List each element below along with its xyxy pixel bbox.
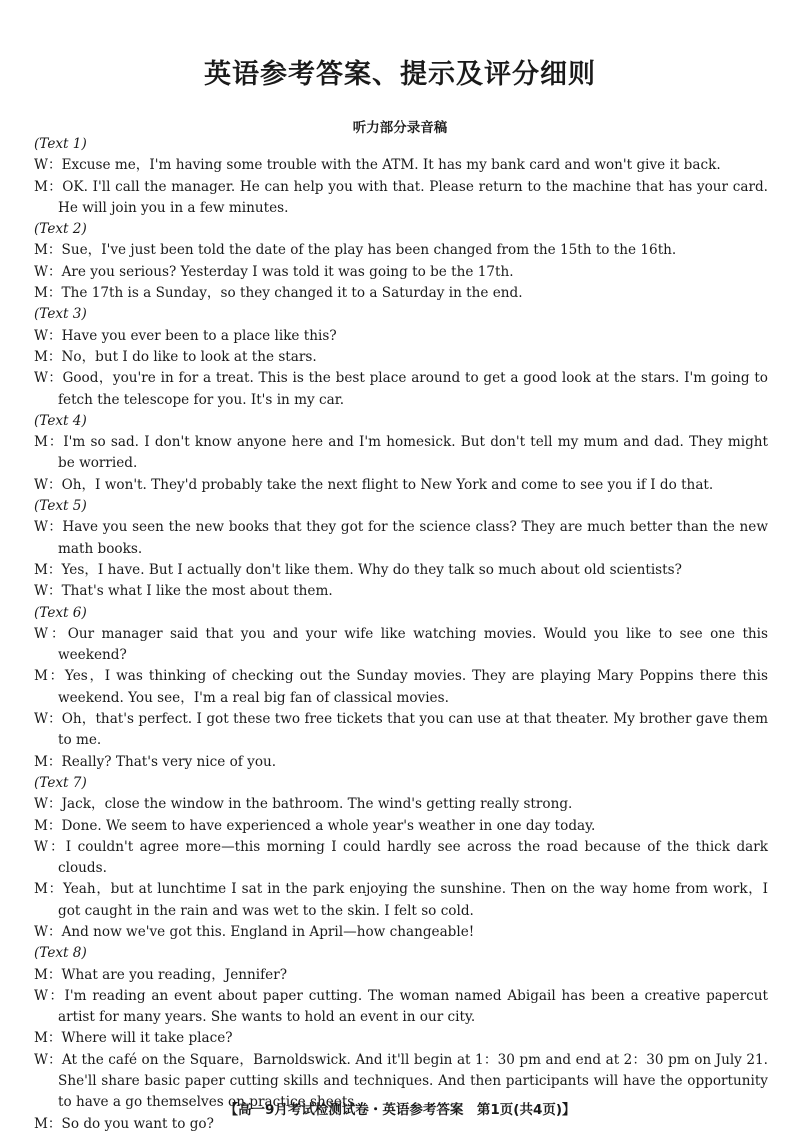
text-label: (Text 7) bbox=[34, 774, 87, 791]
dialogue-line: M：Really? That's very nice of you. bbox=[34, 753, 277, 770]
dialogue-line: W：At the café on the Square，Barnoldswick. And it'll begin at 1：30 pm and end at 2：30 pm on July 21. She'll share basic paper cutting skills and techniques. And then participants will have the opportunity to have a go themselves on practice sheets. bbox=[34, 1051, 768, 1111]
dialogue-line: M：Yes，I have. But I actually don't like them. Why do they talk so much about old scientists? bbox=[34, 561, 682, 578]
dialogue-line: W：Oh，I won't. They'd probably take the next flight to New York and come to see you if I do that. bbox=[34, 476, 714, 493]
dialogue-line: W：That's what I like the most about them. bbox=[34, 583, 333, 600]
dialogue-line: W：Oh，that's perfect. I got these two free tickets that you can use at that theater. My brother gave them to me. bbox=[34, 711, 768, 749]
dialogue-line: W：Excuse me，I'm having some trouble with the ATM. It has my bank card and won't give it back. bbox=[34, 157, 721, 174]
text-label: (Text 6) bbox=[34, 604, 87, 621]
dialogue-line: M：I'm so sad. I don't know anyone here and I'm homesick. But don't tell my mum and dad. They might be worried. bbox=[34, 434, 768, 472]
dialogue-line: W：And now we've got this. England in April—how changeable! bbox=[34, 923, 475, 940]
text-label: (Text 3) bbox=[34, 306, 87, 323]
section-title: 听力部分录音稿 bbox=[352, 120, 448, 136]
dialogue-line: M：The 17th is a Sunday，so they changed it to a Saturday in the end. bbox=[34, 285, 523, 302]
dialogue-line: M：No，but I do like to look at the stars. bbox=[34, 348, 317, 365]
dialogue-line: W：I'm reading an event about paper cutting. The woman named Abigail has been a creative papercut artist for many years. She wants to hold an event in our city. bbox=[34, 987, 768, 1026]
dialogue-line: W：Are you serious? Yesterday I was told it was going to be the 17th. bbox=[34, 263, 514, 280]
text-label: (Text 1) bbox=[34, 136, 87, 152]
dialogue-line: W：Have you ever been to a place like this? bbox=[34, 327, 337, 344]
text-label: (Text 5) bbox=[34, 498, 87, 515]
page-footer: 【高一9月考试检测试卷・英语参考答案 第1页(共4页)】 bbox=[224, 1102, 576, 1118]
dialogue-line: W：Jack，close the window in the bathroom. The wind's getting really strong. bbox=[34, 796, 573, 813]
dialogue-line: M：So do you want to go? bbox=[34, 1115, 214, 1132]
dialogue-line: M：What are you reading，Jennifer? bbox=[34, 966, 287, 983]
text-label: (Text 2) bbox=[34, 221, 87, 238]
dialogue-line: W：Have you seen the new books that they got for the science class? They are much better than the new math books. bbox=[34, 519, 768, 557]
dialogue-line: M：OK. I'll call the manager. He can help you with that. Please return to the machine that has your card. He will join you in a few minutes. bbox=[34, 178, 768, 216]
dialogue-line: W：Good，you're in for a treat. This is the best place around to get a good look at the stars. I'm going to fetch the telescope for you. It's in my car. bbox=[34, 370, 768, 408]
dialogue-line: M：Yeah，but at lunchtime I sat in the park enjoying the sunshine. Then on the way home from work，I got caught in the rain and was wet to the skin. I felt so cold. bbox=[34, 881, 768, 919]
dialogue-line: W：I couldn't agree more—this morning I could hardly see across the road because of the thick dark clouds. bbox=[34, 838, 768, 877]
dialogue-line: M：Where will it take place? bbox=[34, 1030, 233, 1047]
text-label: (Text 4) bbox=[34, 412, 87, 429]
dialogue-line: M：Done. We seem to have experienced a whole year's weather in one day today. bbox=[34, 817, 596, 834]
transcript-body bbox=[34, 134, 768, 1135]
text-label: (Text 8) bbox=[34, 945, 87, 962]
dialogue-line: M：Yes，I was thinking of checking out the Sunday movies. They are playing Mary Poppins there this weekend. You see，I'm a real big fan of classical movies. bbox=[34, 668, 768, 706]
dialogue-line: M：Sue，I've just been told the date of the play has been changed from the 15th to the 16th. bbox=[34, 242, 677, 259]
page-title: 英语参考答案、提示及评分细则 bbox=[204, 59, 596, 90]
dialogue-line: W：Our manager said that you and your wife like watching movies. Would you like to see one this weekend? bbox=[34, 625, 768, 664]
